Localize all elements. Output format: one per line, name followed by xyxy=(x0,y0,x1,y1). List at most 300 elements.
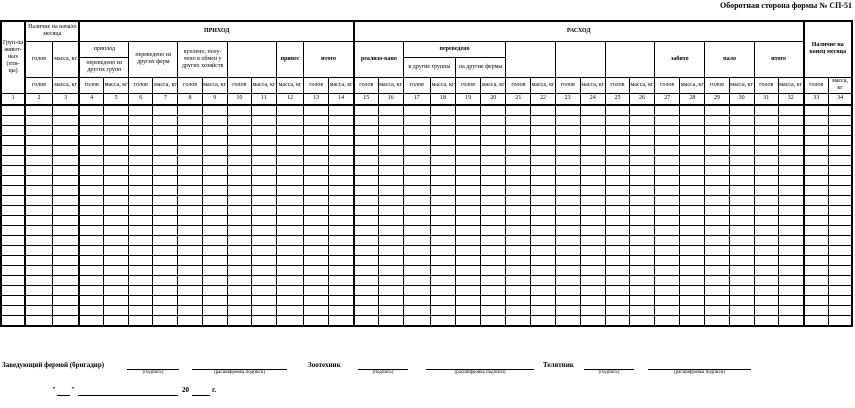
table-cell[interactable] xyxy=(277,115,304,125)
table-cell[interactable] xyxy=(104,175,129,185)
table-cell[interactable] xyxy=(729,175,754,185)
table-cell[interactable] xyxy=(804,175,829,185)
table-cell[interactable] xyxy=(605,305,629,315)
table-cell[interactable] xyxy=(227,135,251,145)
date-day-field[interactable] xyxy=(57,395,70,396)
table-cell[interactable] xyxy=(79,315,103,326)
table-cell[interactable] xyxy=(506,105,531,116)
table-cell[interactable] xyxy=(555,125,580,135)
table-cell[interactable] xyxy=(705,115,729,125)
table-cell[interactable] xyxy=(403,305,430,315)
table-cell[interactable] xyxy=(1,265,25,275)
table-cell[interactable] xyxy=(25,115,52,125)
table-cell[interactable] xyxy=(153,315,178,326)
table-cell[interactable] xyxy=(1,165,25,175)
table-cell[interactable] xyxy=(129,175,153,185)
table-cell[interactable] xyxy=(655,125,680,135)
table-cell[interactable] xyxy=(329,215,354,225)
table-cell[interactable] xyxy=(605,105,629,116)
table-cell[interactable] xyxy=(729,165,754,175)
table-cell[interactable] xyxy=(79,185,103,195)
table-cell[interactable] xyxy=(580,295,605,305)
table-cell[interactable] xyxy=(481,125,506,135)
table-cell[interactable] xyxy=(531,295,555,305)
table-cell[interactable] xyxy=(227,125,251,135)
table-cell[interactable] xyxy=(79,245,103,255)
table-cell[interactable] xyxy=(378,125,403,135)
table-cell[interactable] xyxy=(52,265,79,275)
table-cell[interactable] xyxy=(580,245,605,255)
table-cell[interactable] xyxy=(354,125,378,135)
table-cell[interactable] xyxy=(481,235,506,245)
table-cell[interactable] xyxy=(227,155,251,165)
table-cell[interactable] xyxy=(329,295,354,305)
table-cell[interactable] xyxy=(178,245,202,255)
table-cell[interactable] xyxy=(79,205,103,215)
table-cell[interactable] xyxy=(403,225,430,235)
table-cell[interactable] xyxy=(580,315,605,326)
table-cell[interactable] xyxy=(153,195,178,205)
table-cell[interactable] xyxy=(804,125,829,135)
table-cell[interactable] xyxy=(705,135,729,145)
table-cell[interactable] xyxy=(506,195,531,205)
table-cell[interactable] xyxy=(52,125,79,135)
table-cell[interactable] xyxy=(129,245,153,255)
table-cell[interactable] xyxy=(655,155,680,165)
table-cell[interactable] xyxy=(277,225,304,235)
table-cell[interactable] xyxy=(227,255,251,265)
table-cell[interactable] xyxy=(251,145,276,155)
table-cell[interactable] xyxy=(227,215,251,225)
table-cell[interactable] xyxy=(202,215,227,225)
table-cell[interactable] xyxy=(153,165,178,175)
table-cell[interactable] xyxy=(580,275,605,285)
table-cell[interactable] xyxy=(178,175,202,185)
table-cell[interactable] xyxy=(378,115,403,125)
table-cell[interactable] xyxy=(506,235,531,245)
table-cell[interactable] xyxy=(354,295,378,305)
table-cell[interactable] xyxy=(754,305,778,315)
table-cell[interactable] xyxy=(104,305,129,315)
table-cell[interactable] xyxy=(430,105,455,116)
table-cell[interactable] xyxy=(178,115,202,125)
table-cell[interactable] xyxy=(304,155,329,165)
table-cell[interactable] xyxy=(329,275,354,285)
date-month-field[interactable] xyxy=(78,395,178,396)
table-cell[interactable] xyxy=(729,185,754,195)
table-cell[interactable] xyxy=(630,145,655,155)
table-cell[interactable] xyxy=(403,195,430,205)
table-cell[interactable] xyxy=(804,255,829,265)
table-cell[interactable] xyxy=(329,305,354,315)
table-cell[interactable] xyxy=(104,105,129,116)
table-cell[interactable] xyxy=(630,215,655,225)
table-cell[interactable] xyxy=(52,255,79,265)
table-cell[interactable] xyxy=(178,235,202,245)
table-cell[interactable] xyxy=(506,145,531,155)
table-cell[interactable] xyxy=(829,135,852,145)
table-cell[interactable] xyxy=(729,155,754,165)
table-cell[interactable] xyxy=(481,145,506,155)
table-cell[interactable] xyxy=(754,285,778,295)
table-cell[interactable] xyxy=(555,295,580,305)
table-cell[interactable] xyxy=(778,265,803,275)
table-cell[interactable] xyxy=(778,295,803,305)
table-cell[interactable] xyxy=(680,105,705,116)
table-cell[interactable] xyxy=(430,225,455,235)
table-cell[interactable] xyxy=(403,155,430,165)
table-cell[interactable] xyxy=(778,105,803,116)
table-cell[interactable] xyxy=(630,255,655,265)
table-cell[interactable] xyxy=(481,205,506,215)
table-cell[interactable] xyxy=(153,305,178,315)
table-cell[interactable] xyxy=(25,145,52,155)
table-cell[interactable] xyxy=(605,115,629,125)
table-cell[interactable] xyxy=(655,175,680,185)
table-cell[interactable] xyxy=(506,255,531,265)
table-cell[interactable] xyxy=(580,235,605,245)
table-cell[interactable] xyxy=(378,165,403,175)
table-cell[interactable] xyxy=(430,305,455,315)
table-cell[interactable] xyxy=(403,275,430,285)
table-cell[interactable] xyxy=(129,115,153,125)
table-cell[interactable] xyxy=(829,285,852,295)
table-cell[interactable] xyxy=(304,145,329,155)
table-cell[interactable] xyxy=(456,265,481,275)
table-cell[interactable] xyxy=(705,125,729,135)
table-cell[interactable] xyxy=(754,295,778,305)
table-cell[interactable] xyxy=(705,285,729,295)
table-cell[interactable] xyxy=(456,185,481,195)
table-cell[interactable] xyxy=(277,185,304,195)
table-cell[interactable] xyxy=(655,115,680,125)
table-cell[interactable] xyxy=(304,175,329,185)
table-cell[interactable] xyxy=(1,305,25,315)
table-cell[interactable] xyxy=(705,175,729,185)
table-cell[interactable] xyxy=(304,265,329,275)
table-cell[interactable] xyxy=(25,225,52,235)
table-cell[interactable] xyxy=(1,295,25,305)
table-cell[interactable] xyxy=(304,255,329,265)
table-cell[interactable] xyxy=(251,265,276,275)
table-cell[interactable] xyxy=(778,315,803,326)
table-cell[interactable] xyxy=(304,315,329,326)
table-cell[interactable] xyxy=(153,295,178,305)
table-cell[interactable] xyxy=(1,135,25,145)
table-cell[interactable] xyxy=(1,285,25,295)
table-cell[interactable] xyxy=(729,195,754,205)
table-cell[interactable] xyxy=(153,155,178,165)
table-cell[interactable] xyxy=(430,275,455,285)
table-cell[interactable] xyxy=(605,315,629,326)
table-cell[interactable] xyxy=(778,285,803,295)
table-cell[interactable] xyxy=(178,135,202,145)
table-cell[interactable] xyxy=(251,175,276,185)
table-cell[interactable] xyxy=(129,225,153,235)
table-cell[interactable] xyxy=(778,135,803,145)
table-cell[interactable] xyxy=(481,295,506,305)
table-cell[interactable] xyxy=(153,145,178,155)
table-cell[interactable] xyxy=(680,165,705,175)
table-cell[interactable] xyxy=(605,235,629,245)
table-cell[interactable] xyxy=(754,165,778,175)
table-cell[interactable] xyxy=(354,215,378,225)
table-cell[interactable] xyxy=(251,195,276,205)
table-cell[interactable] xyxy=(104,115,129,125)
table-cell[interactable] xyxy=(630,305,655,315)
table-cell[interactable] xyxy=(754,275,778,285)
table-cell[interactable] xyxy=(580,135,605,145)
table-cell[interactable] xyxy=(778,305,803,315)
table-cell[interactable] xyxy=(25,265,52,275)
table-cell[interactable] xyxy=(580,265,605,275)
table-cell[interactable] xyxy=(202,265,227,275)
table-cell[interactable] xyxy=(481,275,506,285)
table-cell[interactable] xyxy=(778,155,803,165)
table-cell[interactable] xyxy=(655,235,680,245)
table-cell[interactable] xyxy=(829,245,852,255)
table-cell[interactable] xyxy=(630,125,655,135)
table-cell[interactable] xyxy=(25,125,52,135)
table-cell[interactable] xyxy=(52,315,79,326)
table-cell[interactable] xyxy=(555,105,580,116)
table-cell[interactable] xyxy=(25,295,52,305)
table-cell[interactable] xyxy=(153,185,178,195)
table-cell[interactable] xyxy=(680,185,705,195)
table-cell[interactable] xyxy=(456,255,481,265)
table-cell[interactable] xyxy=(481,105,506,116)
table-cell[interactable] xyxy=(555,155,580,165)
table-cell[interactable] xyxy=(605,255,629,265)
table-cell[interactable] xyxy=(531,315,555,326)
table-cell[interactable] xyxy=(251,135,276,145)
table-cell[interactable] xyxy=(829,265,852,275)
table-cell[interactable] xyxy=(580,215,605,225)
table-cell[interactable] xyxy=(1,315,25,326)
table-cell[interactable] xyxy=(227,195,251,205)
table-cell[interactable] xyxy=(202,205,227,215)
table-cell[interactable] xyxy=(251,235,276,245)
table-cell[interactable] xyxy=(104,125,129,135)
table-cell[interactable] xyxy=(531,305,555,315)
table-cell[interactable] xyxy=(1,175,25,185)
table-cell[interactable] xyxy=(251,185,276,195)
table-cell[interactable] xyxy=(655,145,680,155)
table-cell[interactable] xyxy=(52,105,79,116)
table-cell[interactable] xyxy=(655,275,680,285)
table-cell[interactable] xyxy=(680,175,705,185)
table-cell[interactable] xyxy=(481,115,506,125)
table-cell[interactable] xyxy=(227,235,251,245)
table-cell[interactable] xyxy=(754,145,778,155)
table-cell[interactable] xyxy=(178,265,202,275)
table-cell[interactable] xyxy=(705,105,729,116)
table-cell[interactable] xyxy=(153,135,178,145)
table-cell[interactable] xyxy=(630,165,655,175)
table-cell[interactable] xyxy=(277,265,304,275)
table-cell[interactable] xyxy=(79,305,103,315)
table-cell[interactable] xyxy=(630,155,655,165)
table-cell[interactable] xyxy=(129,105,153,116)
table-cell[interactable] xyxy=(580,175,605,185)
table-cell[interactable] xyxy=(729,275,754,285)
table-cell[interactable] xyxy=(153,205,178,215)
table-cell[interactable] xyxy=(104,275,129,285)
table-cell[interactable] xyxy=(227,205,251,215)
table-cell[interactable] xyxy=(580,145,605,155)
table-cell[interactable] xyxy=(304,195,329,205)
table-cell[interactable] xyxy=(52,285,79,295)
table-cell[interactable] xyxy=(129,275,153,285)
table-cell[interactable] xyxy=(202,145,227,155)
table-cell[interactable] xyxy=(403,165,430,175)
table-cell[interactable] xyxy=(202,175,227,185)
table-cell[interactable] xyxy=(605,265,629,275)
table-cell[interactable] xyxy=(378,215,403,225)
table-cell[interactable] xyxy=(25,165,52,175)
table-cell[interactable] xyxy=(354,245,378,255)
table-cell[interactable] xyxy=(79,265,103,275)
table-cell[interactable] xyxy=(481,165,506,175)
table-cell[interactable] xyxy=(354,115,378,125)
table-cell[interactable] xyxy=(778,235,803,245)
table-cell[interactable] xyxy=(277,155,304,165)
table-cell[interactable] xyxy=(202,115,227,125)
table-cell[interactable] xyxy=(456,305,481,315)
table-cell[interactable] xyxy=(804,245,829,255)
table-cell[interactable] xyxy=(531,225,555,235)
table-cell[interactable] xyxy=(778,125,803,135)
table-cell[interactable] xyxy=(354,285,378,295)
table-cell[interactable] xyxy=(804,285,829,295)
table-cell[interactable] xyxy=(52,115,79,125)
table-cell[interactable] xyxy=(705,255,729,265)
table-cell[interactable] xyxy=(680,145,705,155)
table-cell[interactable] xyxy=(605,195,629,205)
table-cell[interactable] xyxy=(430,155,455,165)
table-cell[interactable] xyxy=(202,195,227,205)
table-cell[interactable] xyxy=(79,155,103,165)
table-cell[interactable] xyxy=(506,265,531,275)
table-cell[interactable] xyxy=(129,165,153,175)
table-cell[interactable] xyxy=(705,265,729,275)
table-cell[interactable] xyxy=(378,305,403,315)
table-cell[interactable] xyxy=(555,225,580,235)
table-cell[interactable] xyxy=(329,255,354,265)
table-cell[interactable] xyxy=(178,145,202,155)
table-cell[interactable] xyxy=(329,105,354,116)
table-cell[interactable] xyxy=(378,185,403,195)
table-cell[interactable] xyxy=(403,315,430,326)
table-cell[interactable] xyxy=(329,175,354,185)
table-cell[interactable] xyxy=(430,125,455,135)
table-cell[interactable] xyxy=(403,245,430,255)
table-cell[interactable] xyxy=(580,165,605,175)
table-cell[interactable] xyxy=(456,175,481,185)
table-cell[interactable] xyxy=(754,215,778,225)
table-cell[interactable] xyxy=(79,295,103,305)
table-cell[interactable] xyxy=(304,185,329,195)
table-cell[interactable] xyxy=(104,195,129,205)
table-cell[interactable] xyxy=(153,235,178,245)
table-cell[interactable] xyxy=(25,285,52,295)
table-cell[interactable] xyxy=(705,225,729,235)
table-cell[interactable] xyxy=(52,295,79,305)
table-cell[interactable] xyxy=(605,125,629,135)
table-cell[interactable] xyxy=(304,135,329,145)
table-cell[interactable] xyxy=(52,195,79,205)
table-cell[interactable] xyxy=(754,185,778,195)
table-cell[interactable] xyxy=(178,315,202,326)
table-cell[interactable] xyxy=(378,255,403,265)
table-cell[interactable] xyxy=(804,105,829,116)
table-cell[interactable] xyxy=(378,275,403,285)
table-cell[interactable] xyxy=(531,195,555,205)
table-cell[interactable] xyxy=(251,315,276,326)
table-cell[interactable] xyxy=(129,235,153,245)
table-cell[interactable] xyxy=(277,145,304,155)
table-cell[interactable] xyxy=(403,235,430,245)
table-cell[interactable] xyxy=(430,235,455,245)
table-cell[interactable] xyxy=(680,235,705,245)
table-cell[interactable] xyxy=(79,225,103,235)
table-cell[interactable] xyxy=(456,115,481,125)
table-cell[interactable] xyxy=(25,315,52,326)
table-cell[interactable] xyxy=(178,125,202,135)
table-cell[interactable] xyxy=(481,155,506,165)
table-cell[interactable] xyxy=(605,215,629,225)
table-cell[interactable] xyxy=(729,215,754,225)
table-cell[interactable] xyxy=(605,165,629,175)
table-cell[interactable] xyxy=(202,225,227,235)
table-cell[interactable] xyxy=(829,195,852,205)
table-cell[interactable] xyxy=(531,275,555,285)
table-cell[interactable] xyxy=(104,295,129,305)
table-cell[interactable] xyxy=(277,305,304,315)
table-cell[interactable] xyxy=(481,245,506,255)
table-cell[interactable] xyxy=(378,155,403,165)
table-cell[interactable] xyxy=(680,215,705,225)
table-cell[interactable] xyxy=(202,165,227,175)
table-cell[interactable] xyxy=(729,135,754,145)
table-cell[interactable] xyxy=(456,195,481,205)
table-cell[interactable] xyxy=(729,245,754,255)
table-cell[interactable] xyxy=(52,225,79,235)
table-cell[interactable] xyxy=(304,285,329,295)
table-cell[interactable] xyxy=(403,295,430,305)
table-cell[interactable] xyxy=(605,155,629,165)
table-cell[interactable] xyxy=(378,315,403,326)
table-cell[interactable] xyxy=(430,195,455,205)
table-cell[interactable] xyxy=(129,315,153,326)
table-cell[interactable] xyxy=(778,195,803,205)
table-cell[interactable] xyxy=(829,305,852,315)
table-cell[interactable] xyxy=(456,235,481,245)
table-cell[interactable] xyxy=(378,245,403,255)
table-cell[interactable] xyxy=(277,235,304,245)
table-cell[interactable] xyxy=(680,305,705,315)
table-cell[interactable] xyxy=(178,185,202,195)
table-cell[interactable] xyxy=(378,145,403,155)
table-cell[interactable] xyxy=(1,185,25,195)
table-cell[interactable] xyxy=(729,125,754,135)
table-cell[interactable] xyxy=(104,245,129,255)
table-cell[interactable] xyxy=(506,165,531,175)
table-cell[interactable] xyxy=(277,105,304,116)
table-cell[interactable] xyxy=(829,295,852,305)
table-cell[interactable] xyxy=(481,185,506,195)
table-cell[interactable] xyxy=(304,205,329,215)
